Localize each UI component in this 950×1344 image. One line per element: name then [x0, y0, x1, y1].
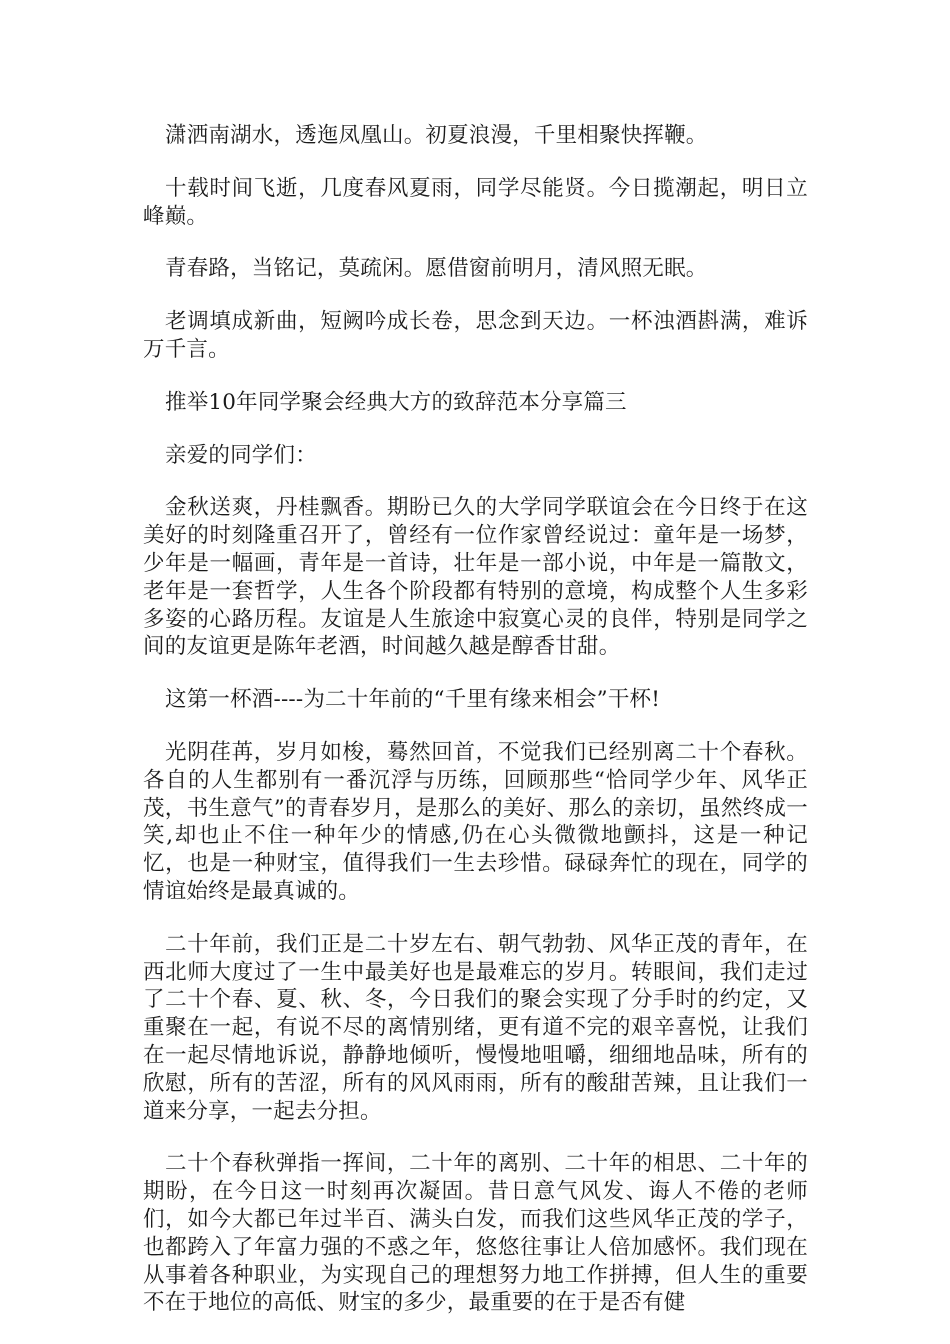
toast-line: 这第一杯酒----为二十年前的“千里有缘来相会”干杯!: [165, 687, 661, 713]
body-paragraph-twenty-springs: 二十个春秋弹指一挥间，二十年的离别、二十年的相思、二十年的期盼，在今日这一时刻再次凝固。昔日意气风发、诲人不倦的老师们，如今大都已年过半百、满头白发，而我们这些风华正茂的学子，也都跨入了年富力强的不惑之年，悠悠往事让人倍加感怀。我们现在从事着各种职业，为实现自己的理想努力地工作拼搏，但人生的重要不在于地位的高低、财宝的多少，最重要的在于是否有健: [143, 1151, 808, 1316]
poem-line-2: 十载时间飞逝，几度春风夏雨，同学尽能贤。今日揽潮起，明日立峰巅。: [143, 175, 808, 229]
salutation: 亲爱的同学们：: [165, 442, 317, 468]
document-body: [143, 122, 808, 1342]
poem-line-3: 青春路，当铭记，莫疏闲。愿借窗前明月，清风照无眠。: [165, 256, 708, 282]
poem-line-1: 潇洒南湖水，透迤凤凰山。初夏浪漫，千里相聚快挥鞭。: [165, 123, 708, 148]
body-paragraph-intro: 金秋送爽，丹桂飘香。期盼已久的大学同学联谊会在今日终于在这美好的时刻隆重召开了，曾经有一位作家曾经说过：童年是一场梦，少年是一幅画，青年是一首诗，壮年是一部小说，中年是一篇散文，老年是一套哲学，人生各个阶段都有特别的意境，构成整个人生多彩多姿的心路历程。友谊是人生旅途中寂寞心灵的良伴，特别是同学之间的友谊更是陈年老酒，时间越久越是醇香甘甜。: [143, 495, 808, 660]
section-heading: 推举10年同学聚会经典大方的致辞范本分享篇三: [165, 389, 627, 415]
poem-line-4: 老调填成新曲，短阙吟成长卷，思念到天边。一杯浊酒斟满，难诉万千言。: [143, 309, 808, 362]
body-paragraph-twenty-years-ago: 二十年前，我们正是二十岁左右、朝气勃勃、风华正茂的青年，在西北师大度过了一生中最美好也是最难忘的岁月。转眼间，我们走过了二十个春、夏、秋、冬，今日我们的聚会实现了分手时的约定，又重聚在一起，有说不尽的离情别绪，更有道不完的艰辛喜悦，让我们在一起尽情地诉说，静静地倾听，慢慢地咀嚼，细细地品味，所有的欣慰，所有的苦涩，所有的风风雨雨，所有的酸甜苦辣，且让我们一道来分享，一起去分担。: [143, 931, 808, 1124]
body-paragraph-memories: 光阴荏苒，岁月如梭，蓦然回首，不觉我们已经别离二十个春秋。各自的人生都别有一番沉浮与历练，回顾那些“恰同学少年、风华正茂，书生意气”的青春岁月，是那么的美好、那么的亲切，虽然终成一笑,却也止不住一种年少的情感,仍在心头微微地颤抖，这是一种记忆，也是一种财宝，值得我们一生去珍惜。碌碌奔忙的现在，同学的情谊始终是最真诚的。: [143, 739, 808, 904]
